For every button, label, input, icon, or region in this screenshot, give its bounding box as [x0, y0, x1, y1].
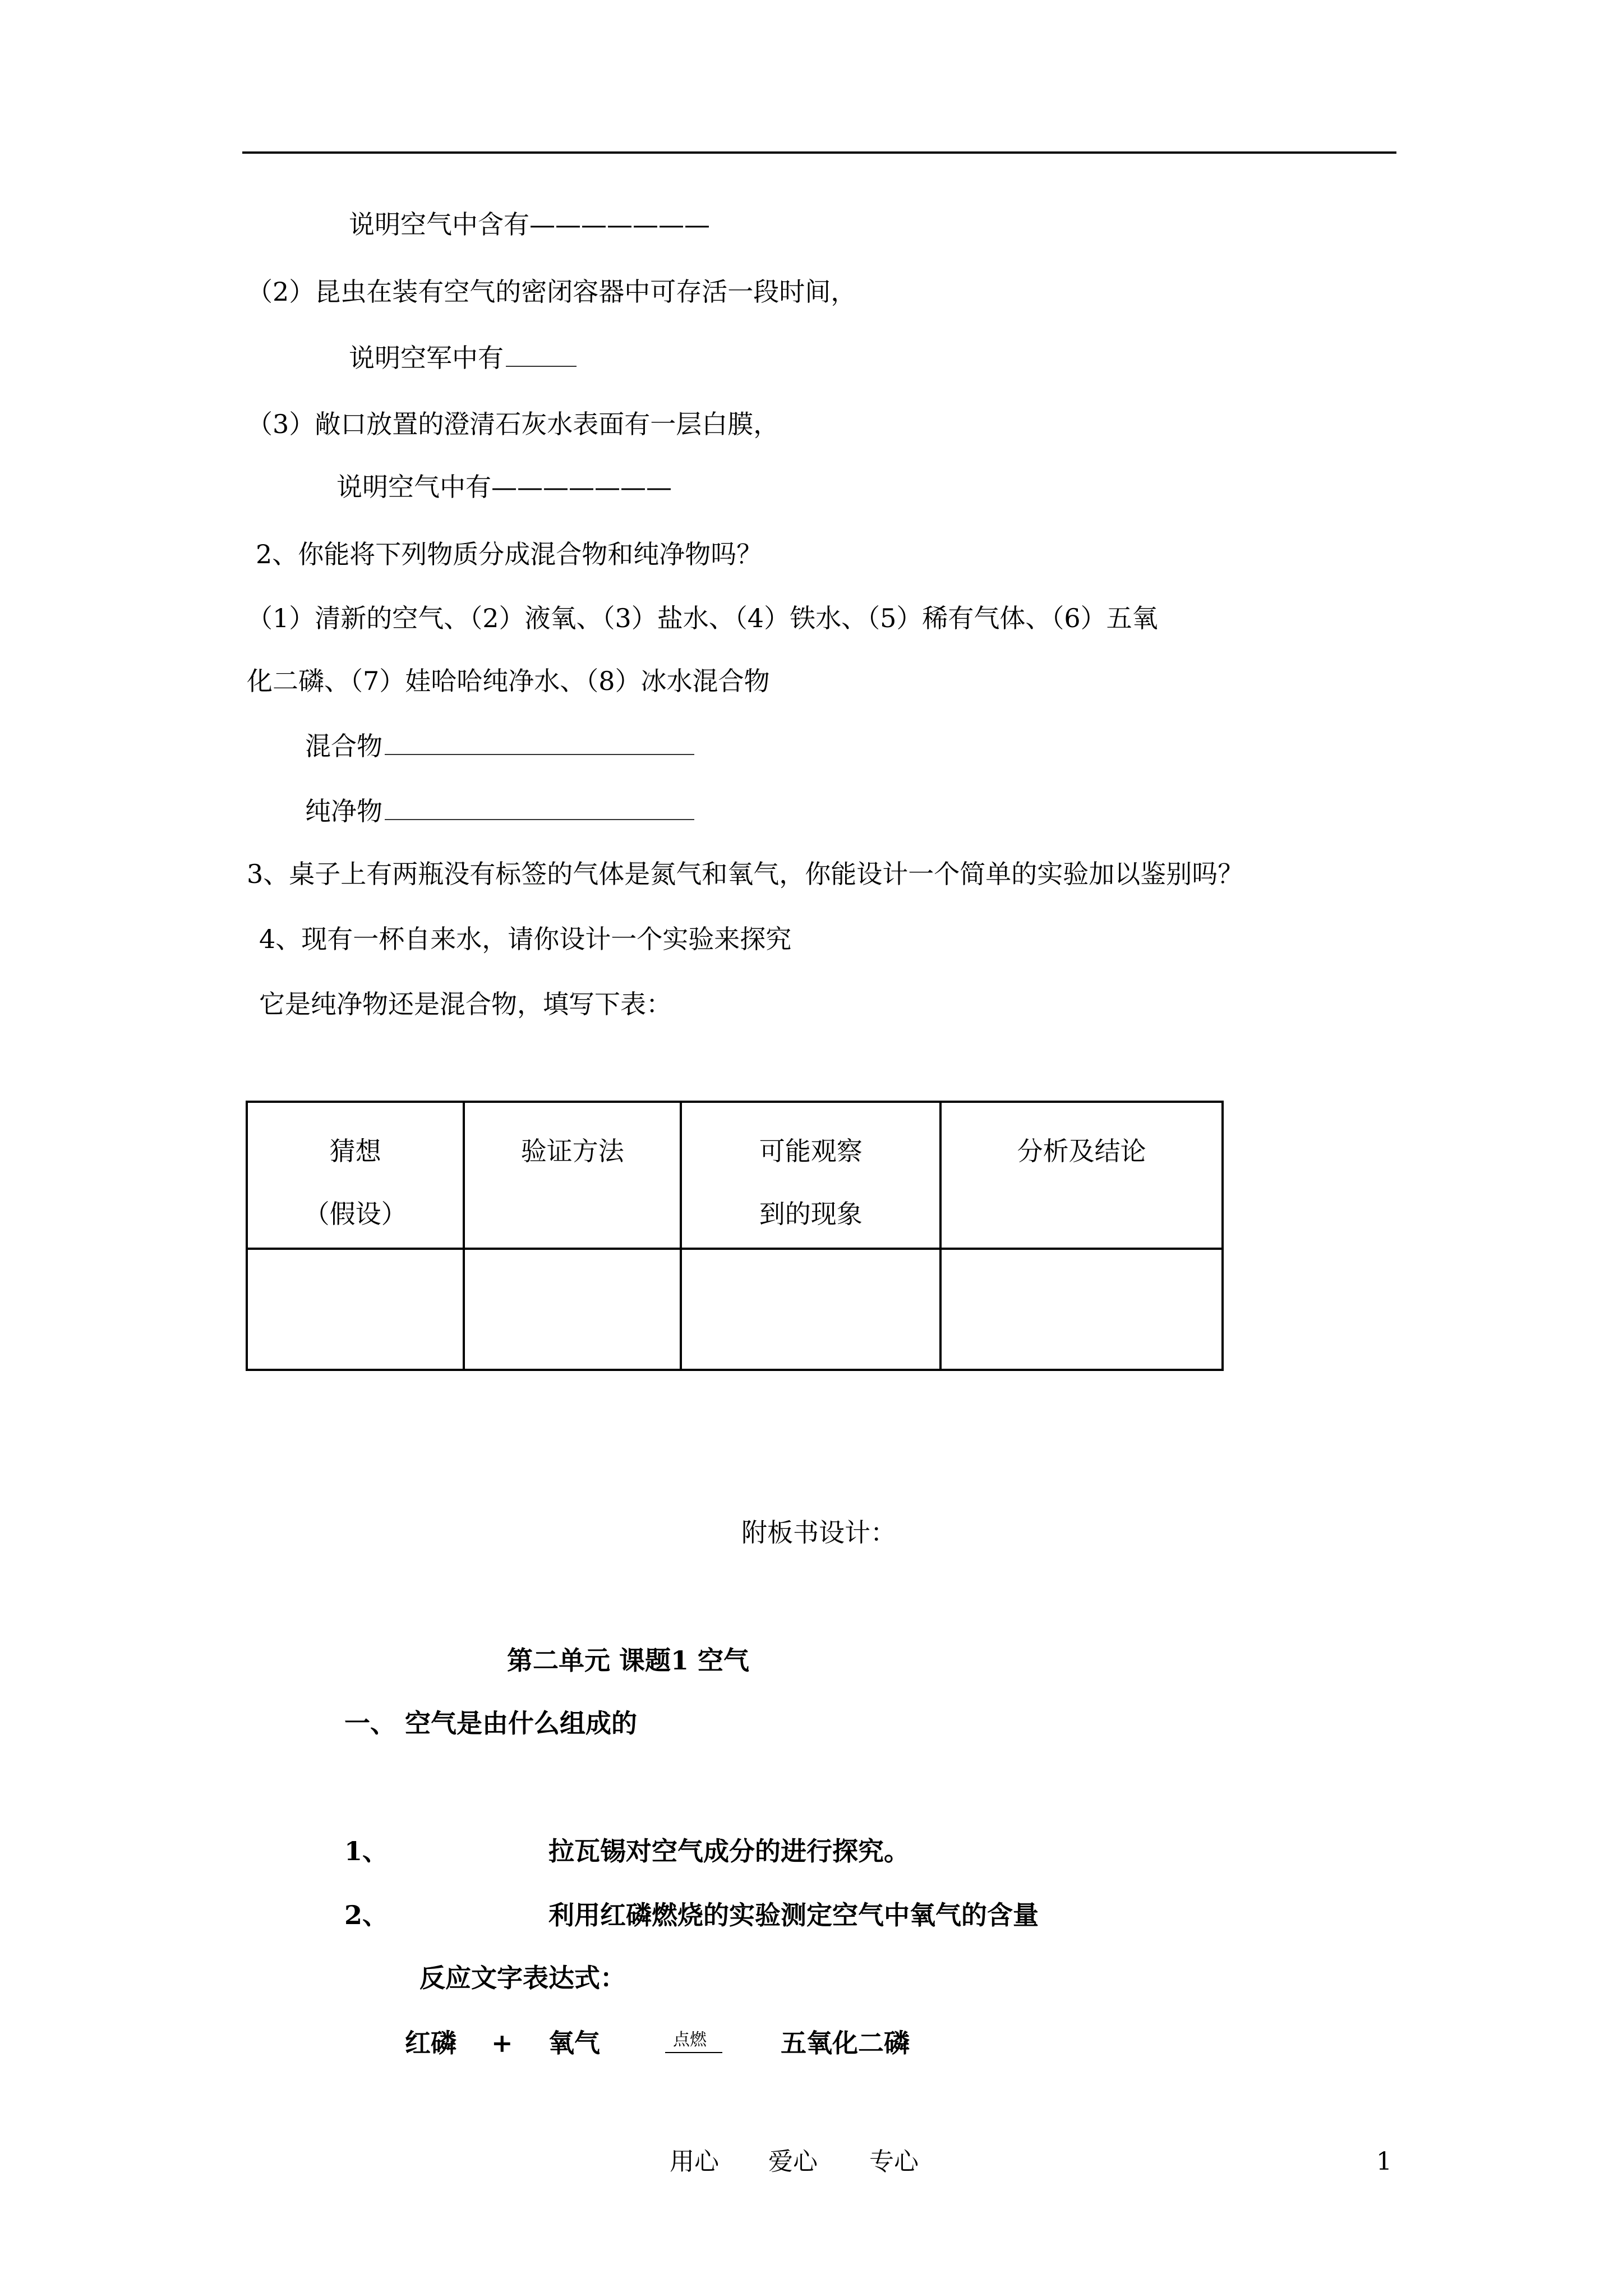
product-p2o5: 五氧化二磷 [781, 2028, 910, 2058]
reaction-arrow [665, 2052, 722, 2053]
pure-label: 纯净物 [305, 796, 382, 826]
header-cell-phenomenon [681, 1102, 940, 1249]
header-cell-method [464, 1102, 681, 1249]
pure-blank [385, 815, 694, 820]
table-cell [464, 1249, 681, 1370]
board-title: 第二单元 课题1 空气 [507, 1645, 750, 1676]
header-phenomenon-line1: 可能观察 [759, 1136, 863, 1166]
question-3: 3、桌子上有两瓶没有标签的气体是氮气和氧气，你能设计一个简单的实验加以鉴别吗？ [247, 859, 1244, 889]
reaction-label: 反应文字表达式： [419, 1963, 626, 1993]
pure-line [305, 794, 694, 828]
header-phenomenon-line2: 到的现象 [759, 1199, 863, 1229]
board-design-intro: 附板书设计： [741, 1517, 896, 1548]
mixture-label: 混合物 [305, 731, 382, 761]
board-item-2-num: 2、 [344, 1900, 389, 1930]
plus-sign: + [491, 2028, 513, 2058]
question-2: 2、你能将下列物质分成混合物和纯净物吗？ [256, 539, 763, 569]
reactant-red-phosphorus: 红磷 [405, 2028, 457, 2058]
header-hypothesis-line2: （假设） [303, 1199, 407, 1229]
mixture-line [305, 729, 694, 763]
board-item-1-text: 拉瓦锡对空气成分的进行探究。 [548, 1836, 910, 1866]
text-line-2: （2）昆虫在装有空气的密闭容器中可存活一段时间， [247, 277, 857, 307]
header-hypothesis-line1: 猜想 [329, 1136, 381, 1166]
reaction-condition: 点燃 [673, 2030, 707, 2050]
board-section-1: 一、 空气是由什么组成的 [344, 1708, 638, 1738]
question-2-items-line2: 化二磷、（7）娃哈哈纯净水、（8）冰水混合物 [247, 666, 770, 696]
header-cell-hypothesis [247, 1102, 464, 1249]
header-cell-conclusion [940, 1102, 1223, 1249]
board-item-2-text: 利用红磷燃烧的实验测定空气中氧气的含量 [548, 1900, 1039, 1930]
header-method: 验证方法 [520, 1136, 624, 1166]
table-cell [940, 1249, 1223, 1370]
footer-word-3: 专心 [869, 2147, 919, 2176]
table-row [247, 1249, 1223, 1370]
text-line-5: 说明空气中有——————— [336, 472, 672, 502]
question-2-items-line1: （1）清新的空气、（2）液氧、（3）盐水、（4）铁水、（5）稀有气体、（6）五氧 [247, 603, 1158, 633]
footer-word-2: 爱心 [768, 2147, 818, 2176]
table-cell [681, 1249, 940, 1370]
text-line-4: （3）敞口放置的澄清石灰水表面有一层白膜， [247, 409, 780, 439]
question-4-cont: 它是纯净物还是混合物，填写下表： [259, 989, 672, 1019]
table-header-row [247, 1102, 1223, 1249]
text-line-3 [349, 341, 577, 375]
text-line-3-label: 说明空军中有 [349, 343, 504, 373]
header-rule [242, 151, 1396, 154]
text-line-1: 说明空气中含有——————— [349, 209, 710, 240]
reactant-oxygen: 氧气 [548, 2028, 600, 2058]
board-item-1-num: 1、 [344, 1836, 389, 1866]
experiment-table [246, 1101, 1224, 1371]
table-cell [247, 1249, 464, 1370]
fill-blank-1 [506, 361, 577, 367]
header-conclusion: 分析及结论 [1017, 1136, 1146, 1166]
page-number: 1 [1376, 2147, 1392, 2176]
mixture-blank [385, 749, 694, 755]
footer-word-1: 用心 [670, 2147, 719, 2176]
question-4: 4、现有一杯自来水，请你设计一个实验来探究 [259, 924, 792, 954]
